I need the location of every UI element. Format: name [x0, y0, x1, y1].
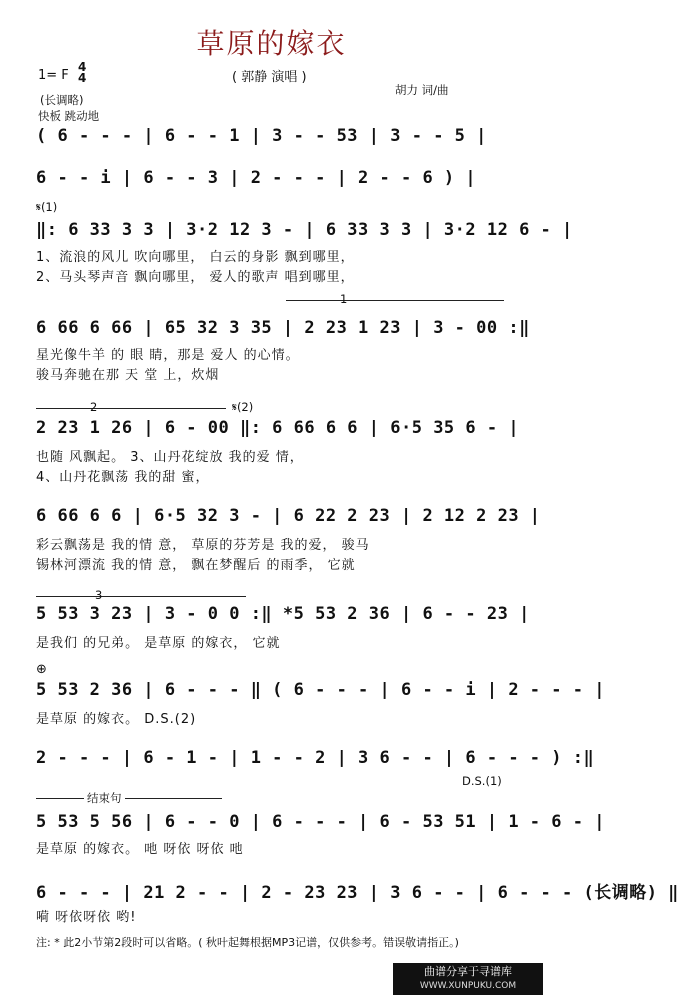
tempo-marking: 快板 跳动地	[38, 109, 100, 123]
lyrics-row-3-verse-2: 2、马头琴声音 飘向哪里， 爱人的歌声 唱到哪里，	[36, 270, 355, 285]
ending-bracket-1	[286, 300, 504, 301]
lyrics-row-5-verse-1: 也随 风飘起。 3、山丹花绽放 我的爱 情，	[36, 450, 304, 465]
score-row-10: 5 53 5 56 | 6 - - 0 | 6 - - - | 6 - 53 51 | 1 - 6 - |	[36, 812, 605, 832]
ending-label: 结束句	[84, 790, 125, 806]
segno-mark-2: 𝄋(2)	[232, 400, 254, 414]
coda-ending-bracket	[36, 798, 222, 799]
lyrics-row-5-verse-2: 4、山丹花飘荡 我的甜 蜜，	[36, 470, 210, 485]
lyrics-row-6-verse-1: 彩云飘荡是 我的情 意， 草原的芬芳是 我的爱， 骏马	[36, 538, 370, 553]
score-row-8: 5 53 2 36 | 6 - - - ‖ ( 6 - - - | 6 - - i | 2 - - - |	[36, 680, 605, 700]
lyrics-row-3-verse-1: 1、流浪的风儿 吹向哪里， 白云的身影 飘到哪里，	[36, 250, 355, 265]
lyrics-row-4-verse-2: 骏马奔驰在那 天 堂 上，炊烟	[36, 368, 220, 383]
coda-mark: ⊕	[36, 662, 47, 677]
ds-mark-1: D.S.(1)	[462, 774, 502, 788]
composer-info: 胡力 词/曲	[395, 83, 449, 97]
singer-info: ( 郭静 演唱 )	[232, 70, 307, 85]
footer-site-name: 曲谱分享于寻谱库	[424, 965, 512, 978]
lyrics-row-7: 是我们 的兄弟。 是草原 的嫁衣， 它就	[36, 636, 281, 651]
time-bottom: 4	[78, 71, 87, 85]
lyrics-row-4-verse-1: 星光像牛羊 的 眼 睛，那是 爱人 的心情。	[36, 348, 300, 363]
segno-mark-1: 𝄋(1)	[36, 200, 58, 214]
site-footer	[393, 963, 543, 995]
ending-number-3: 3	[95, 588, 103, 602]
score-row-4: 6 66 6 66 | 65 32 3 35 | 2 23 1 23 | 3 - 00 :‖	[36, 318, 530, 338]
score-row-5: 2 23 1 26 | 6 - 00 ‖: 6 66 6 6 | 6·5 35 6 - |	[36, 418, 520, 438]
score-row-9: 2 - - - | 6 - 1 - | 1 - - 2 | 3 6 - - | 6 - - - ) :‖	[36, 748, 595, 768]
score-row-6: 6 66 6 6 | 6·5 32 3 - | 6 22 2 23 | 2 12 2 23 |	[36, 506, 541, 526]
lyrics-row-8: 是草原 的嫁衣。 D.S.(2)	[36, 712, 197, 727]
score-row-11: 6 - - - | 21 2 - - | 2 - 23 23 | 3 6 - - | 6 - - - (长调略) ‖	[36, 883, 679, 903]
song-title: 草原的嫁衣	[196, 27, 347, 60]
lyrics-row-10: 是草原 的嫁衣。 吔 呀依 呀依 吔	[36, 842, 244, 857]
ending-number-2: 2	[90, 400, 98, 414]
intro-note: (长调略)	[40, 93, 84, 107]
key-text: 1= F	[38, 68, 69, 83]
key-signature	[38, 68, 69, 83]
ending-bracket-3	[36, 596, 246, 597]
time-signature	[78, 62, 86, 84]
ending-bracket-2	[36, 408, 226, 409]
footer-url: WWW.XUNPUKU.COM	[419, 981, 517, 991]
ending-number-1: 1	[340, 292, 348, 306]
score-row-1: ( 6 - - - | 6 - - 1 | 3 - - 53 | 3 - - 5 |	[36, 126, 487, 146]
lyrics-row-6-verse-2: 锡林河漂流 我的情 意， 飘在梦醒后 的雨季， 它就	[36, 558, 356, 573]
time-top: 4	[78, 60, 87, 74]
score-row-7: 5 53 3 23 | 3 - 0 0 :‖ *5 53 2 36 | 6 - - 23 |	[36, 604, 530, 624]
score-row-2: 6 - - i | 6 - - 3 | 2 - - - | 2 - - 6 ) |	[36, 168, 477, 188]
lyrics-row-11: 嗬 呀依呀依 哟!	[36, 910, 137, 925]
footnote: 注: * 此2小节第2段时可以省略。( 秋叶起舞根据MP3记谱，仅供参考。错误敬请指正。)	[36, 936, 459, 949]
score-row-3: ‖: 6 33 3 3 | 3·2 12 3 - | 6 33 3 3 | 3·2 12 6 - |	[36, 220, 573, 240]
